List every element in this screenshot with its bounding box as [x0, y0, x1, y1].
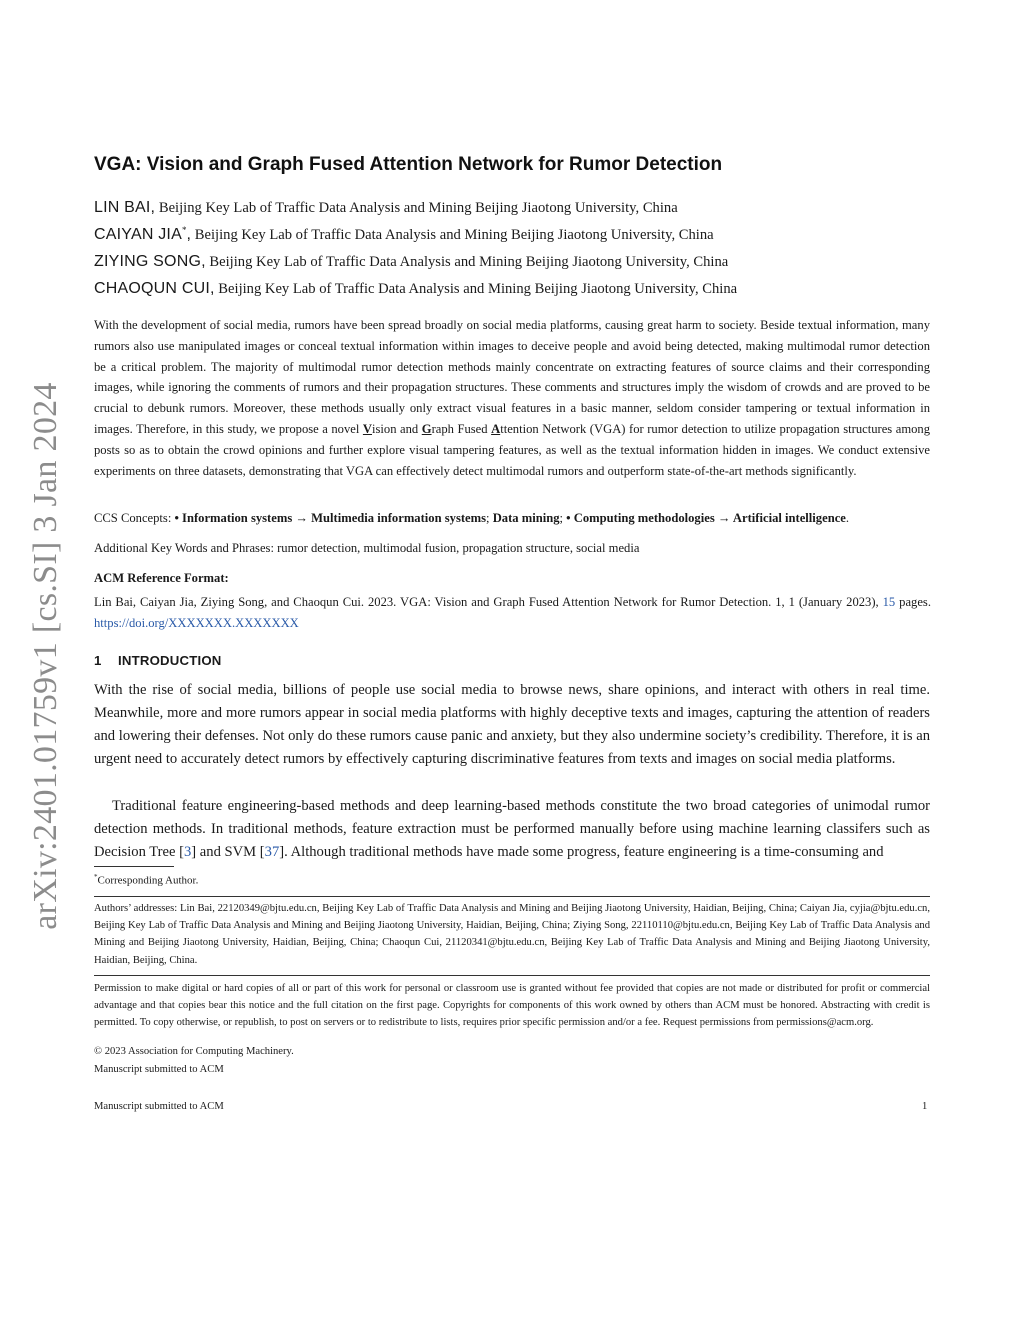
ccs-concept: • Information systems → Multimedia information systems — [174, 511, 487, 525]
abstract-text: ttention Network (VGA) for rumor detection to utilize propagation structures among posts so as to obtain the crowd opinions and further explore visual tampering features, as well as the textual information hidden in images. We conduct extensive experiments on three datasets, demonstrating that VGA can effectively detect multimodal rumors and outperform state-of-the-art methods significantly. — [94, 421, 931, 478]
author-name: ZIYING SONG, — [94, 252, 206, 270]
abstract-emphasis: G — [421, 421, 432, 436]
section-heading — [94, 653, 222, 668]
reference-text: Lin Bai, Caiyan Jia, Ziying Song, and Chaoqun Cui. 2023. VGA: Vision and Graph Fused Attention Network for Rumor Detection. 1, 1 (January 2023), — [94, 595, 883, 609]
author-affiliation: Beijing Key Lab of Traffic Data Analysis and Mining Beijing Jiaotong University, China — [209, 253, 729, 270]
reference-format — [94, 592, 931, 634]
citation-link[interactable]: 3 — [184, 844, 192, 861]
arxiv-sidebar-stamp — [18, 382, 74, 930]
intro-paragraph — [94, 795, 930, 864]
arxiv-identifier: arXiv:2401.01759v1 [cs.SI] 3 Jan 2024 — [27, 382, 64, 930]
manuscript-note: Manuscript submitted to ACM — [94, 1064, 224, 1075]
keywords: Additional Key Words and Phrases: rumor detection, multimodal fusion, propagation structure, social media — [94, 541, 640, 555]
abstract-emphasis: A — [491, 421, 501, 436]
author-affiliation: Beijing Key Lab of Traffic Data Analysis and Mining Beijing Jiaotong University, China — [194, 226, 714, 243]
ccs-label: CCS Concepts: — [94, 511, 175, 525]
author-addresses: Authors’ addresses: Lin Bai, 22120349@bjtu.edu.cn, Beijing Key Lab of Traffic Data Analysis and Mining and Beijing Jiaotong University, Haidian, Beijing, China; Caiyan Jia, cyjia@bjtu.edu.cn, Beijing Key Lab of Traffic Data Analysis and Mining and Beijing Jiaotong University, Haidian, Beijing, China; Ziying Song, 22110110@bjtu.edu.cn, Beijing Key Lab of Traffic Data Analysis and Mining and Beijing Jiaotong University, Haidian, Beijing, China; Chaoqun Cui, 21120341@bjtu.edu.cn, Beijing Key Lab of Traffic Data Analysis and Mining and Beijing Jiaotong University, Haidian, Beijing, China. — [94, 903, 930, 966]
author-name: CHAOQUN CUI, — [94, 279, 215, 297]
abstract-emphasis: V — [362, 421, 373, 436]
doi-link[interactable]: https://doi.org/XXXXXXX.XXXXXXX — [94, 616, 299, 630]
abstract-text: With the development of social media, rumors have been spread broadly on social media platforms, causing great harm to society. Beside textual information, many rumors also use manipulated images or conceal textual information within images to deceive people and avoid being detected, making multimodal rumor detection be a critical problem. The majority of multimodal rumor detection methods mainly concentrate on extracting features of source claims and their corresponding images, while ignoring the comments of rumors and their propagation structures. These comments and structures imply the wisdom of crowds and are proved to be crucial to debunk rumors. Moreover, these methods usually only extract visual features in a basic manner, seldom consider tampering or textual information in images. Therefore, in this study, we propose a novel — [94, 318, 930, 436]
paragraph-text: Traditional feature engineering-based methods and deep learning-based methods constitute the two broad categories of unimodal rumor detection methods. In traditional methods, feature extraction must be performed manually before using machine learning classifers such as Decision Tree [ — [94, 798, 930, 861]
page-count-link[interactable]: 15 — [882, 595, 896, 609]
author-name: LIN BAI, — [94, 198, 156, 216]
author-line — [94, 279, 934, 298]
abstract-text: raph Fused — [431, 421, 492, 436]
author-affiliation: Beijing Key Lab of Traffic Data Analysis and Mining Beijing Jiaotong University, China — [158, 199, 678, 216]
permission-notice: Permission to make digital or hard copies of all or part of this work for personal or classroom use is granted without fee provided that copies are not made or distributed for profit or commercial advantage and that copies bear this notice and the full citation on the first page. Copyrights for components of this work owned by others than ACM must be honored. Abstracting with credit is permitted. To copy otherwise, or republish, to post on servers or to redistribute to lists, requires prior specific permission and/or a fee. Request permissions from permissions@acm.org. — [94, 983, 930, 1029]
intro-paragraph: With the rise of social media, billions of people use social media to browse news, share opinions, and interact with others in real time. Meanwhile, more and more rumors appear in social media platforms with highly deceptive texts and images, capturing the attention of readers and lowering their defenses. Not only do these rumors cause panic and anxiety, but they also undermine society’s credibility. Therefore, it is an urgent need to accurately detect rumors by effectively capturing discriminative features from texts and images on social media platforms. — [94, 682, 930, 768]
ccs-separator: . — [845, 511, 850, 525]
author-line: CAIYAN JIA*, Beijing Key Lab of Traffic Data Analysis and Mining Beijing Jiaotong University, China — [94, 225, 714, 243]
paragraph-text: ] and SVM [ — [191, 844, 265, 861]
author-affiliation: Beijing Key Lab of Traffic Data Analysis and Mining Beijing Jiaotong University, China — [218, 280, 738, 297]
page-number: 1 — [922, 1101, 928, 1112]
paper-title: VGA: Vision and Graph Fused Attention Network for Rumor Detection — [94, 154, 723, 175]
divider — [94, 975, 930, 976]
paragraph-text: ]. Although traditional methods have made some progress, feature engineering is a time-consuming and — [279, 844, 884, 861]
abstract — [94, 315, 930, 481]
author-marker: * — [181, 225, 187, 235]
ccs-concept: Data mining — [492, 511, 560, 525]
abstract-text: ision and — [372, 421, 422, 436]
reference-heading: ACM Reference Format: — [94, 571, 229, 585]
footnote — [94, 873, 198, 887]
author-name: CAIYAN JIA — [94, 225, 182, 243]
reference-text: pages. — [895, 595, 931, 609]
section-title: INTRODUCTION — [118, 653, 222, 668]
ccs-concept: • Computing methodologies → Artificial intelligence — [566, 511, 846, 525]
section-number: 1 — [94, 653, 102, 668]
ccs-separator: ; — [559, 511, 567, 525]
copyright-notice: © 2023 Association for Computing Machinery. — [94, 1046, 294, 1057]
citation-link[interactable]: 37 — [264, 844, 280, 861]
divider — [94, 896, 930, 897]
author-line — [94, 252, 934, 271]
footnote-text: Corresponding Author. — [97, 874, 199, 887]
page-footer-label: Manuscript submitted to ACM — [94, 1101, 224, 1112]
ccs-separator: ; — [486, 511, 493, 525]
footnote-divider — [94, 866, 174, 867]
footnote-marker: * — [94, 873, 98, 881]
author-line — [94, 198, 934, 217]
ccs-concepts — [94, 511, 934, 526]
